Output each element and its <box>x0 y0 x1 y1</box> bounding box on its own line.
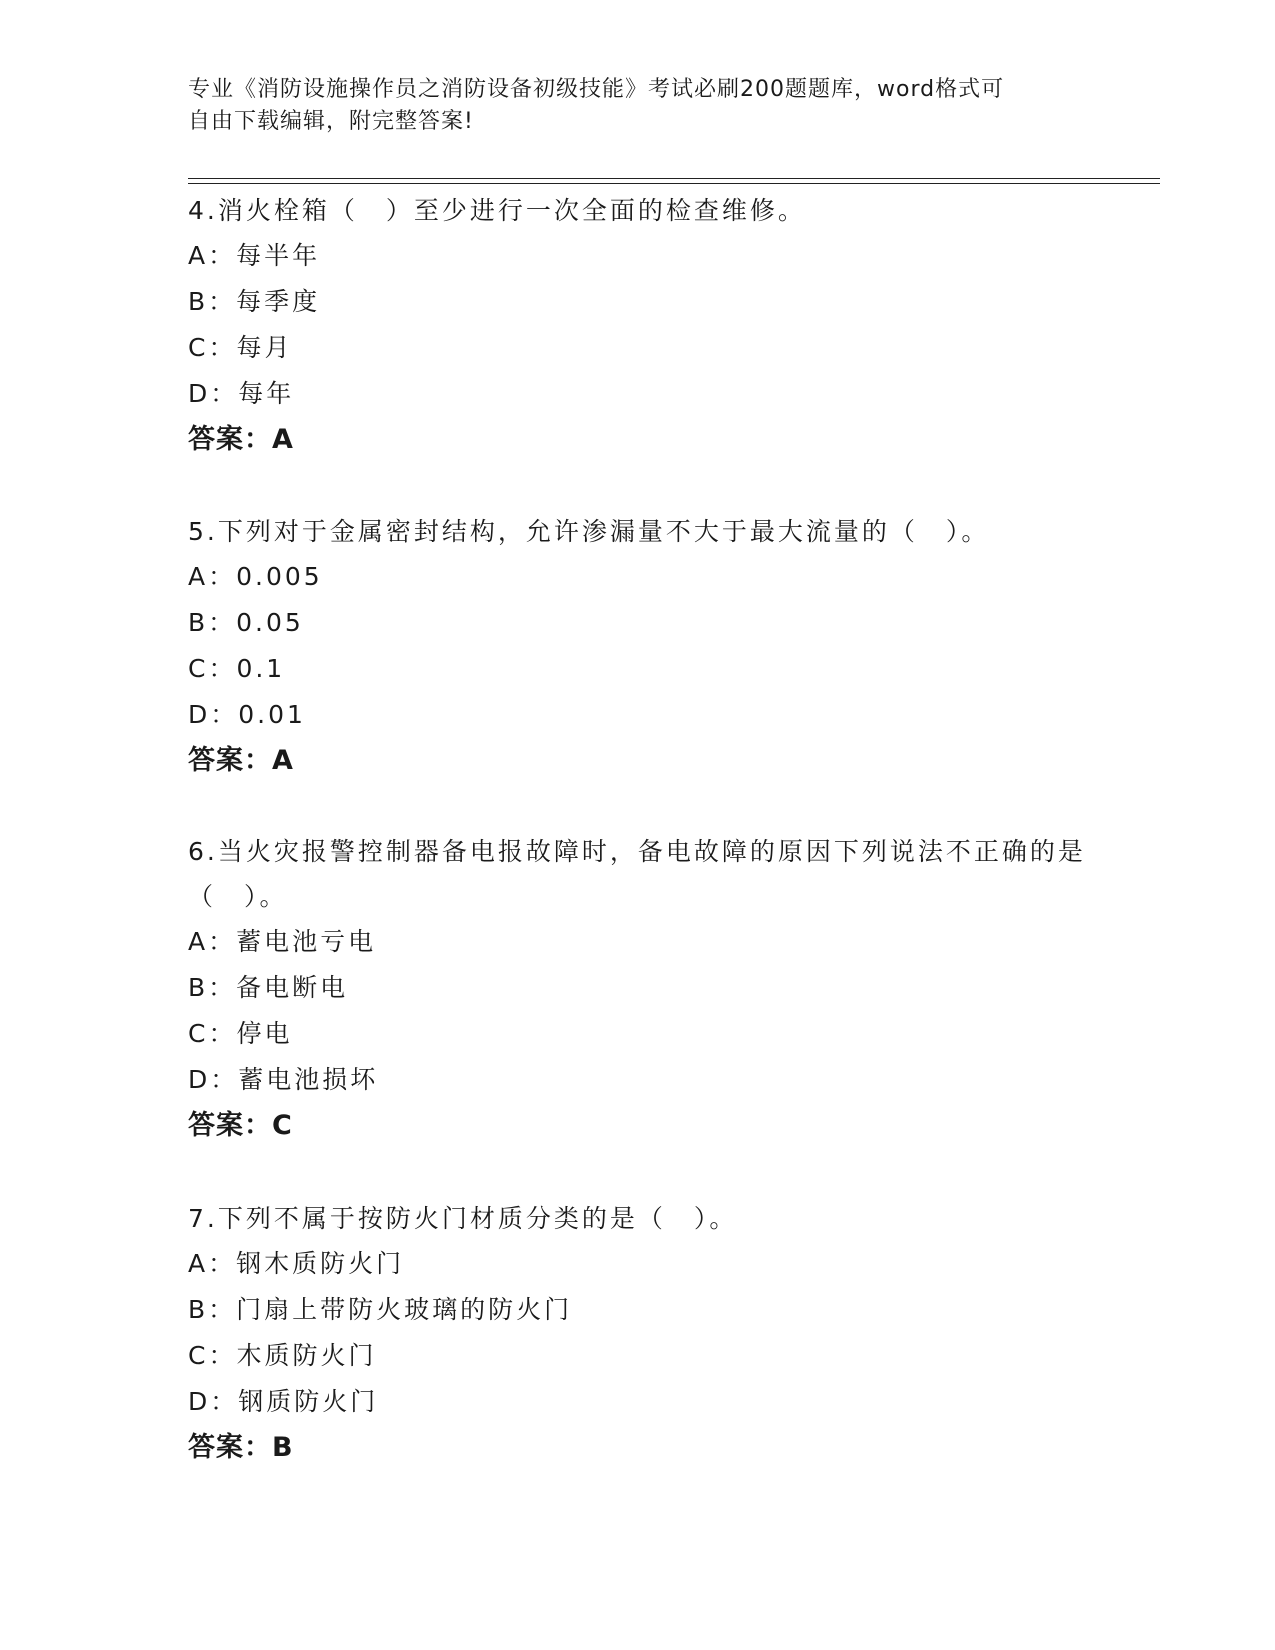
option-c: C：木质防火门 <box>188 1341 377 1370</box>
option-b: B：备电断电 <box>188 973 349 1002</box>
option-c: C：停电 <box>188 1019 293 1048</box>
option-d: D：钢质防火门 <box>188 1387 379 1416</box>
option-d: D：蓄电池损坏 <box>188 1065 379 1094</box>
question-5 <box>188 509 1088 784</box>
header-line-2: 自由下载编辑，附完整答案! <box>188 109 474 134</box>
option-a: A：钢木质防火门 <box>188 1249 405 1278</box>
question-stem: 4.消火栓箱（ ）至少进行一次全面的检查维修。 <box>188 196 806 225</box>
option-d: D：每年 <box>188 379 295 408</box>
header-divider-bottom <box>188 183 1160 184</box>
question-7 <box>188 1196 1088 1471</box>
option-d: D：0.01 <box>188 700 306 729</box>
header-divider-top <box>188 178 1160 179</box>
question-4 <box>188 188 1088 463</box>
answer: 答案：B <box>188 1432 294 1463</box>
option-c: C：每月 <box>188 333 293 362</box>
question-stem: 7.下列不属于按防火门材质分类的是（ ）。 <box>188 1204 738 1233</box>
document-header <box>188 74 1088 138</box>
option-c: C：0.1 <box>188 654 286 683</box>
answer: 答案：C <box>188 1110 293 1141</box>
option-a: A：每半年 <box>188 241 321 270</box>
question-6 <box>188 829 1088 1149</box>
answer: 答案：A <box>188 745 294 776</box>
header-line-1: 专业《消防设施操作员之消防设备初级技能》考试必刷200题题库，word格式可 <box>188 77 1005 102</box>
option-b: B：0.05 <box>188 608 304 637</box>
option-b: B：门扇上带防火玻璃的防火门 <box>188 1295 573 1324</box>
option-a: A：蓄电池亏电 <box>188 927 377 956</box>
option-b: B：每季度 <box>188 287 321 316</box>
question-stem: 5.下列对于金属密封结构，允许渗漏量不大于最大流量的（ ）。 <box>188 517 990 546</box>
answer: 答案：A <box>188 424 294 455</box>
question-stem: 6.当火灾报警控制器备电报故障时，备电故障的原因下列说法不正确的是（ ）。 <box>188 837 1086 911</box>
option-a: A：0.005 <box>188 562 323 591</box>
